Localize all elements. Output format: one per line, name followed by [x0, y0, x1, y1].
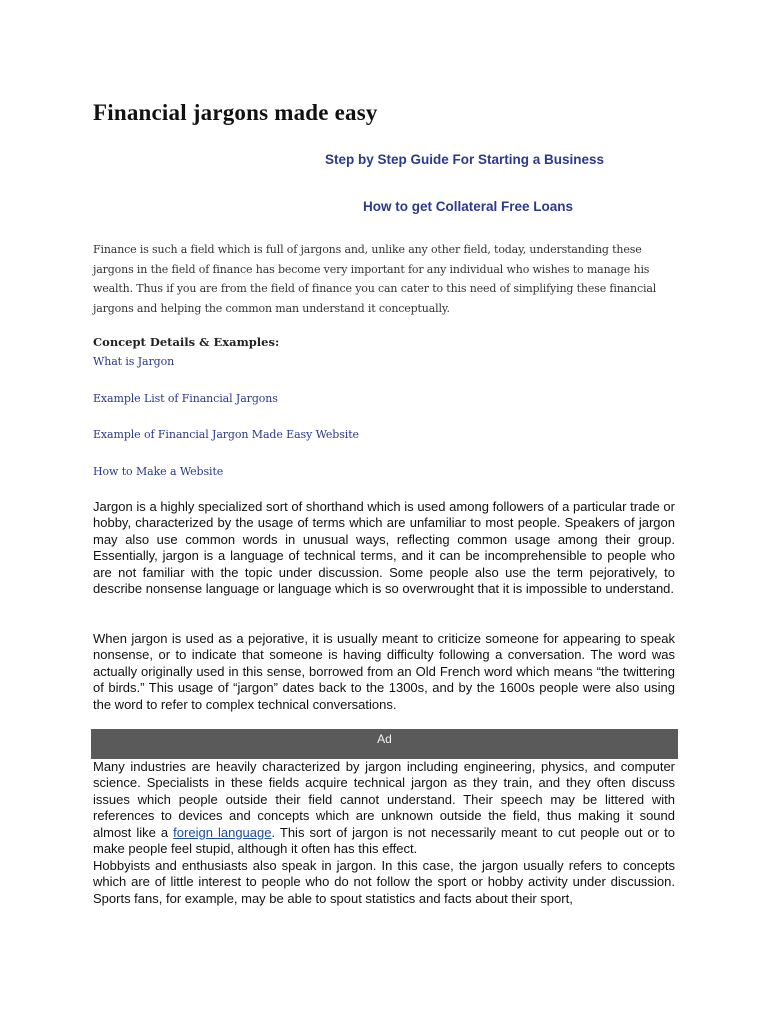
ad-banner[interactable]: [91, 729, 678, 759]
link-how-to-make-website[interactable]: How to Make a Website: [93, 464, 224, 478]
paragraph-hobbyists: Hobbyists and enthusiasts also speak in jargon. In this case, the jargon usually refers to concepts which are of little interest to people who do not follow the sport or hobby activity under discussion. Sports fans, for example, may be able to spout statistics and facts about their sport,: [93, 858, 675, 906]
link-collateral-free-loans[interactable]: How to get Collateral Free Loans: [363, 199, 574, 214]
paragraph-industries-text: Many industries are heavily characterized by jargon including engineering, physics, and computer science. Specialists in these fields acquire technical jargon as they train, and they often discuss issues which people outside their field cannot understand. Their speech may be littered with references to devices and concepts which are unknown outside the field, thus making it sound almost like a: [93, 759, 675, 840]
paragraph-pejorative: When jargon is used as a pejorative, it is usually meant to criticize someone for appearing to speak nonsense, or to indicate that someone is having difficulty following a conversation. The word was actually originally used in this sense, borrowed from an Old French word which means “the twittering of birds.” This usage of “jargon” dates back to the 1300s, and by the 1600s people were also using the word to refer to complex technical conversations.: [93, 631, 675, 712]
link-example-website[interactable]: Example of Financial Jargon Made Easy Website: [93, 428, 359, 441]
page-title: Financial jargons made easy: [93, 100, 378, 125]
ad-label: Ad: [377, 732, 392, 746]
link-foreign-language[interactable]: foreign language: [173, 824, 272, 840]
paragraph-industries: [93, 759, 675, 857]
concept-link-list: [93, 355, 359, 501]
link-what-is-jargon[interactable]: What is Jargon: [93, 355, 175, 368]
paragraph-jargon-definition: Jargon is a highly specialized sort of shorthand which is used among followers of a particular trade or hobby, characterized by the usage of terms which are unfamiliar to most people. Speakers of jargon may also use common words in unusual ways, reflecting common usage among their group. Essentially, jargon is a language of technical terms, and it can be incomprehensible to people who are not familiar with the topic under discussion. Some people also use the term pejoratively, to describe nonsense language or language which is so overwrought that it is impossible to understand.: [93, 499, 675, 597]
intro-paragraph: Finance is such a field which is full of jargons and, unlike any other field, today, understanding these jargons in the field of finance has become very important for any individual who wishes to manage his wealth. Thus if you are from the field of finance you can cater to this need of simplifying these financial jargons and helping the common man understand it conceptually.: [93, 243, 657, 315]
link-starting-business[interactable]: Step by Step Guide For Starting a Business: [325, 152, 605, 167]
paragraph-industries-text-end: . This sort of jargon is not necessarily meant to cut people out or to make people feel stupid, although it often has this effect.: [93, 824, 675, 857]
concept-heading: Concept Details & Examples:: [93, 335, 280, 349]
link-example-list-financial-jargons[interactable]: Example List of Financial Jargons: [93, 391, 278, 405]
